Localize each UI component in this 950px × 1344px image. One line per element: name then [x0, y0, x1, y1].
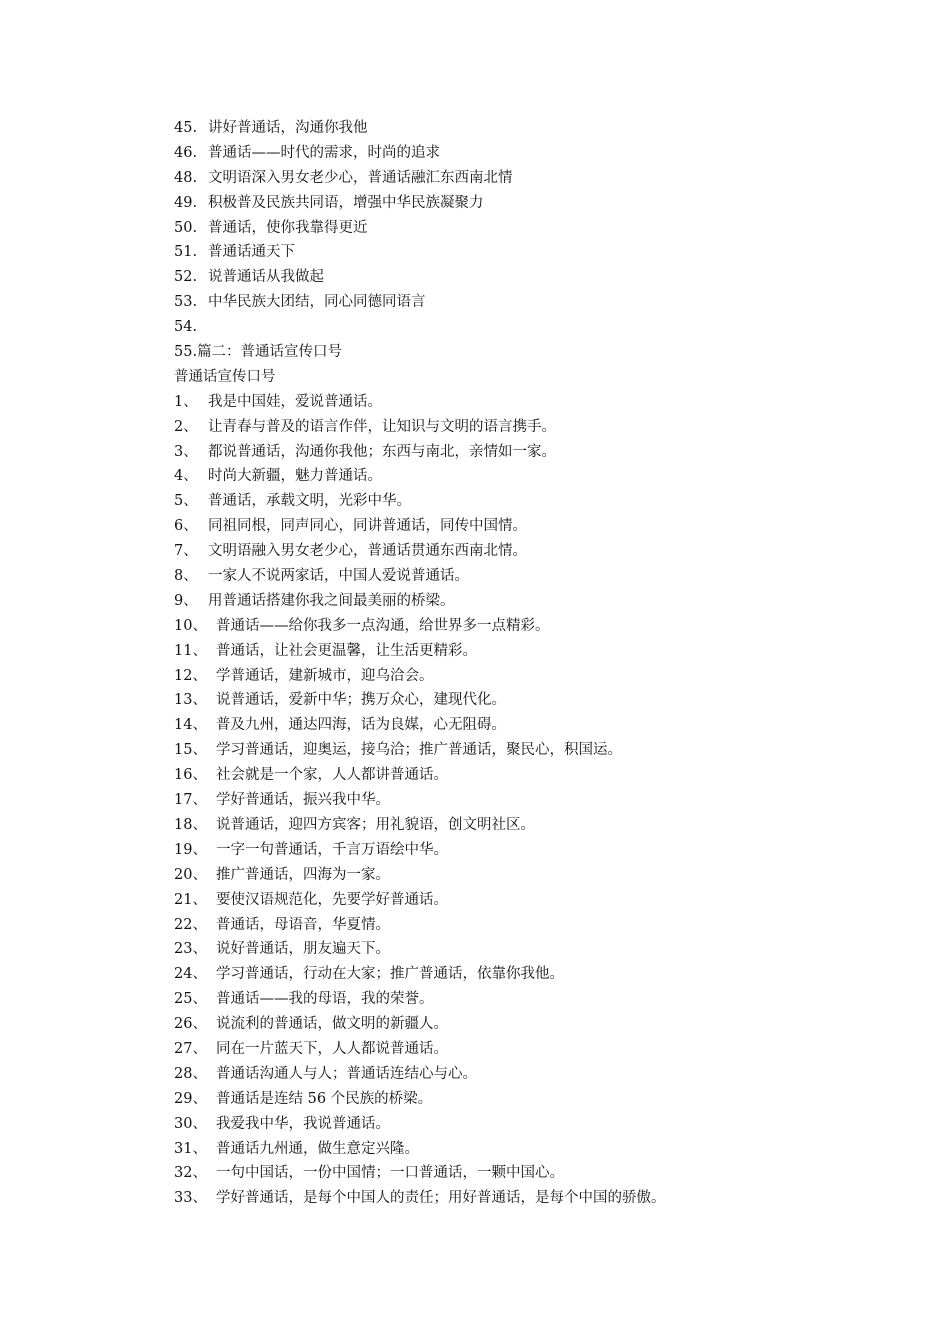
line-number: 4、 — [174, 468, 198, 485]
line-number: 30、 — [174, 1115, 207, 1132]
text-line — [174, 415, 874, 440]
line-text: 学好普通话，振兴我中华。 — [216, 792, 390, 809]
line-text: 普通话九州通，做生意定兴隆。 — [216, 1140, 419, 1157]
line-number: 14、 — [174, 717, 207, 734]
line-text: 说好普通话，朋友遍天下。 — [216, 941, 390, 958]
line-number: 26、 — [174, 1016, 207, 1033]
line-text: 讲好普通话，沟通你我他 — [208, 120, 368, 136]
line-number: 2、 — [174, 418, 198, 435]
text-line — [174, 390, 874, 415]
text-line — [174, 116, 874, 141]
line-text: 社会就是一个家，人人都讲普通话。 — [216, 767, 448, 784]
line-number: 48. — [174, 169, 198, 186]
line-number: 27、 — [174, 1040, 207, 1057]
line-number: 5、 — [174, 493, 198, 510]
line-number: 25、 — [174, 991, 207, 1008]
text-line — [174, 141, 874, 166]
text-line — [174, 1112, 874, 1137]
line-text: 普通话，让社会更温馨，让生活更精彩。 — [216, 642, 477, 659]
line-text: 普通话——时代的需求，时尚的追求 — [208, 144, 440, 161]
text-line — [174, 738, 874, 763]
text-line — [174, 514, 874, 539]
line-text: 学好普通话，是每个中国人的责任；用好普通话，是每个中国的骄傲。 — [216, 1190, 666, 1207]
text-line — [174, 1012, 874, 1037]
line-text: 普通话沟通人与人；普通话连结心与心。 — [216, 1065, 477, 1082]
line-text: 文明语融入男女老少心，普通话贯通东西南北情。 — [208, 543, 527, 560]
line-text: 要使汉语规范化，先要学好普通话。 — [216, 891, 448, 908]
text-line — [174, 614, 874, 639]
text-line — [174, 589, 874, 614]
text-line — [174, 464, 874, 489]
line-number: 29、 — [174, 1090, 207, 1107]
text-line — [174, 365, 874, 390]
line-text: 同祖同根，同声同心，同讲普通话，同传中国情。 — [208, 518, 527, 535]
line-number: 20、 — [174, 866, 207, 883]
line-text: 说普通话，迎四方宾客；用礼貌语，创文明社区。 — [216, 816, 535, 833]
document-page — [174, 116, 874, 1211]
line-number: 13、 — [174, 692, 207, 709]
text-line — [174, 166, 874, 191]
text-line — [174, 937, 874, 962]
text-line — [174, 664, 874, 689]
line-text: 我爱我中华，我说普通话。 — [216, 1115, 390, 1132]
line-number: 51. — [174, 244, 198, 261]
text-line — [174, 564, 874, 589]
line-number: 11、 — [174, 642, 207, 659]
text-line — [174, 688, 874, 713]
text-line — [174, 962, 874, 987]
line-number: 32、 — [174, 1165, 207, 1182]
line-text: 一家人不说两家话，中国人爱说普通话。 — [208, 568, 469, 585]
line-text: 中华民族大团结，同心同德同语言 — [208, 294, 426, 311]
line-text: 时尚大新疆，魅力普通话。 — [208, 468, 382, 485]
text-line — [174, 1037, 874, 1062]
line-text: 普及九州，通达四海，话为良媒，心无阻碍。 — [216, 717, 506, 734]
line-number: 28、 — [174, 1065, 207, 1082]
line-number: 50. — [174, 219, 198, 236]
text-line — [174, 265, 874, 290]
line-number: 8、 — [174, 568, 198, 585]
line-text: 普通话，母语音，华夏情。 — [216, 916, 390, 933]
line-number: 54. — [174, 319, 198, 336]
line-text: 普通话，承载文明，光彩中华。 — [208, 493, 411, 510]
line-text: 一句中国话，一份中国情；一口普通话，一颗中国心。 — [216, 1165, 564, 1182]
line-text: 说普通话从我做起 — [208, 269, 324, 286]
line-number: 31、 — [174, 1140, 207, 1157]
text-line — [174, 788, 874, 813]
text-line — [174, 240, 874, 265]
text-line — [174, 639, 874, 664]
line-text: 篇二：普通话宣传口号 — [197, 344, 343, 361]
text-line — [174, 315, 874, 340]
line-number: 49. — [174, 194, 198, 211]
text-line — [174, 216, 874, 241]
line-text: 学习普通话，迎奥运，接乌洽；推广普通话，聚民心，积国运。 — [216, 742, 622, 759]
line-number: 15、 — [174, 742, 207, 759]
line-text: 让青春与普及的语言作伴，让知识与文明的语言携手。 — [208, 418, 556, 435]
line-number: 10、 — [174, 617, 207, 634]
line-text: 学习普通话，行动在大家；推广普通话，依靠你我他。 — [216, 966, 564, 983]
line-text: 学普通话，建新城市，迎乌洽会。 — [216, 667, 434, 684]
line-number: 3、 — [174, 443, 198, 460]
line-number: 16、 — [174, 767, 207, 784]
line-number: 24、 — [174, 966, 207, 983]
line-number: 45. — [174, 120, 198, 136]
line-number: 9、 — [174, 592, 198, 609]
text-line — [174, 838, 874, 863]
text-line — [174, 987, 874, 1012]
text-line — [174, 763, 874, 788]
line-text: 都说普通话，沟通你我他；东西与南北，亲情如一家。 — [208, 443, 556, 460]
line-text: 普通话宣传口号 — [174, 368, 276, 385]
line-number: 22、 — [174, 916, 207, 933]
line-text: 普通话——我的母语，我的荣誉。 — [216, 991, 434, 1008]
line-text: 推广普通话，四海为一家。 — [216, 866, 390, 883]
line-number: 7、 — [174, 543, 198, 560]
line-number: 17、 — [174, 792, 207, 809]
text-line — [174, 813, 874, 838]
line-number: 46. — [174, 144, 198, 161]
line-text: 一字一句普通话，千言万语绘中华。 — [216, 841, 448, 858]
line-number: 18、 — [174, 816, 207, 833]
text-line — [174, 489, 874, 514]
line-text: 说流利的普通话，做文明的新疆人。 — [216, 1016, 448, 1033]
line-number: 12、 — [174, 667, 207, 684]
line-number: 52. — [174, 269, 198, 286]
line-number: 21、 — [174, 891, 207, 908]
line-text: 同在一片蓝天下，人人都说普通话。 — [216, 1040, 448, 1057]
line-number: 33、 — [174, 1190, 207, 1207]
line-number: 1、 — [174, 393, 198, 410]
text-line — [174, 1161, 874, 1186]
text-line — [174, 1087, 874, 1112]
text-line — [174, 913, 874, 938]
text-line — [174, 1137, 874, 1162]
line-number: 55. — [174, 344, 198, 361]
line-text: 普通话是连结 56 个民族的桥梁。 — [216, 1090, 433, 1107]
line-number: 23、 — [174, 941, 207, 958]
line-text: 文明语深入男女老少心，普通话融汇东西南北情 — [208, 169, 513, 186]
text-line — [174, 191, 874, 216]
line-text: 我是中国娃，爱说普通话。 — [208, 393, 382, 410]
text-line — [174, 290, 874, 315]
line-text: 用普通话搭建你我之间最美丽的桥梁。 — [208, 592, 455, 609]
line-number: 19、 — [174, 841, 207, 858]
line-number: 53. — [174, 294, 198, 311]
line-text: 普通话——给你我多一点沟通，给世界多一点精彩。 — [216, 617, 550, 634]
line-text: 积极普及民族共同语，增强中华民族凝聚力 — [208, 194, 484, 211]
text-line — [174, 1186, 874, 1211]
text-line — [174, 1062, 874, 1087]
text-line — [174, 340, 874, 365]
line-text: 普通话通天下 — [208, 244, 295, 261]
text-line — [174, 863, 874, 888]
text-line — [174, 539, 874, 564]
line-text: 说普通话，爱新中华；携万众心，建现代化。 — [216, 692, 506, 709]
text-line — [174, 713, 874, 738]
text-line — [174, 888, 874, 913]
line-text: 普通话，使你我靠得更近 — [208, 219, 368, 236]
line-number: 6、 — [174, 518, 198, 535]
text-line — [174, 440, 874, 465]
